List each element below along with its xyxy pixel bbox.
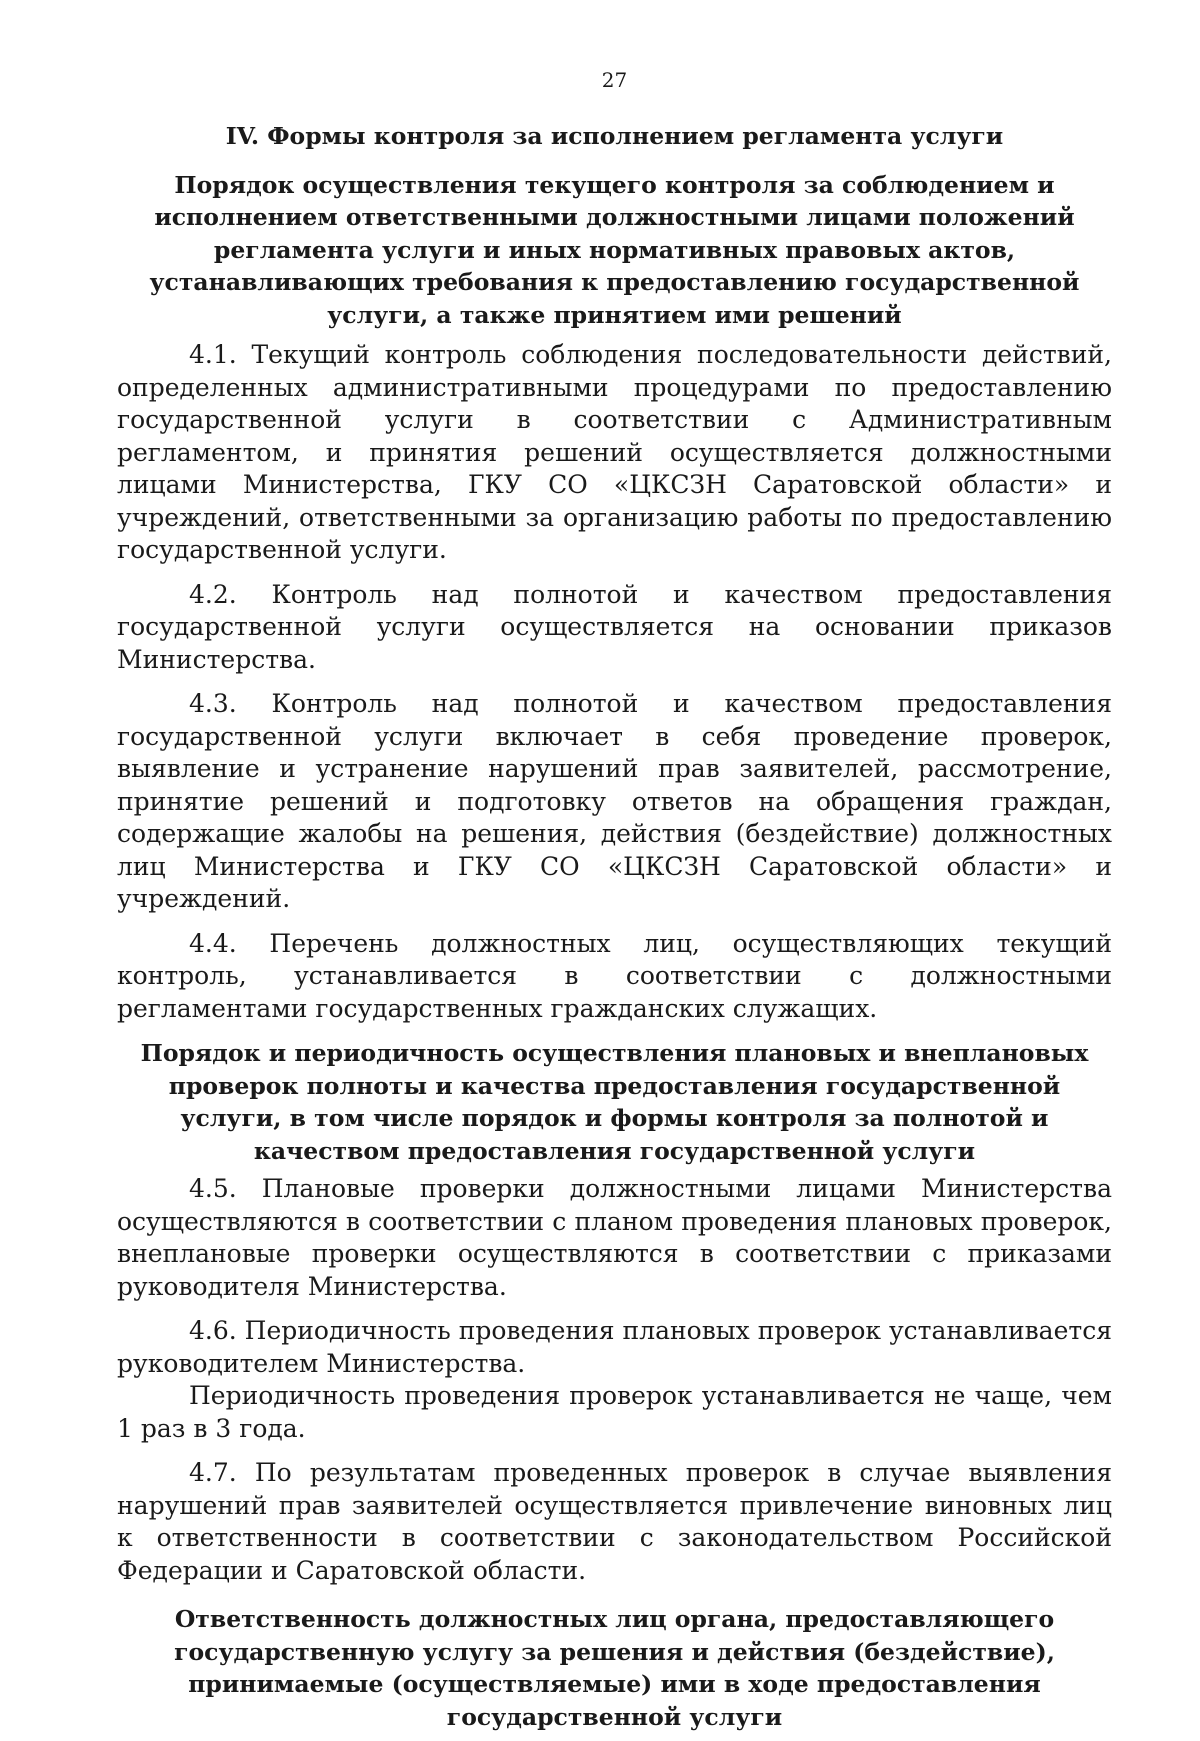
- paragraph-4-4: 4.4. Перечень должностных лиц, осуществляющих текущий контроль, устанавливается в соответствии с должностными регламентами государственных гражданских служащих.: [117, 928, 1112, 1023]
- paragraph-4-2: 4.2. Контроль над полнотой и качеством предоставления государственной услуги осуществляется на основании приказов Министерства.: [117, 579, 1112, 674]
- page-number: 27: [601, 68, 628, 92]
- paragraph-4-6: 4.6. Периодичность проведения плановых проверок устанавливается руководителем Министерства.: [117, 1316, 1112, 1378]
- paragraph-4-6-frequency: Периодичность проведения проверок устанавливается не чаще, чем 1 раз в 3 года.: [117, 1381, 1112, 1443]
- paragraph-4-7: 4.7. По результатам проведенных проверок в случае выявления нарушений прав заявителей осуществляется привлечение виновных лиц к ответственности в соответствии с законодательством Российской Федерации и Саратовской области.: [117, 1458, 1112, 1585]
- subheading-inspections: Порядок и периодичность осуществления плановых и внеплановых проверок полноты и качества предоставления государственной услуги, в том числе порядок и формы контроля за полнотой и качеством предоставления государственной услуги: [140, 1039, 1089, 1165]
- document-page: [117, 66, 1112, 1741]
- subheading-responsibility: Ответственность должностных лиц органа, предоставляющего государственную услугу за решения и действия (бездействие), принимаемые (осуществляемые) ими в ходе предоставления государственной услуги: [174, 1605, 1055, 1731]
- paragraph-4-3: 4.3. Контроль над полнотой и качеством предоставления государственной услуги включает в себя проведение проверок, выявление и устранение нарушений прав заявителей, рассмотрение, принятие решений и подготовку ответов на обращения граждан, содержащие жалобы на решения, действия (бездействие) должностных лиц Министерства и ГКУ СО «ЦКСЗН Саратовской области» и учреждений.: [117, 689, 1112, 913]
- subheading-current-control: Порядок осуществления текущего контроля за соблюдением и исполнением ответственными должностными лицами положений регламента услуги и иных нормативных правовых актов, устанавливающих требования к предоставлению государственной услуги, а также принятием ими решений: [149, 170, 1080, 329]
- paragraph-4-5: 4.5. Плановые проверки должностными лицами Министерства осуществляются в соответствии с планом проведения плановых проверок, внеплановые проверки осуществляются в соответствии с приказами руководителя Министерства.: [117, 1174, 1112, 1301]
- paragraph-4-1: 4.1. Текущий контроль соблюдения последовательности действий, определенных административными процедурами по предоставлению государственной услуги в соответствии с Административным регламентом, и принятия решений осуществляется должностными лицами Министерства, ГКУ СО «ЦКСЗН Саратовской области» и учреждений, ответственными за организацию работы по предоставлению государственной услуги.: [117, 340, 1112, 564]
- section-title: IV. Формы контроля за исполнением регламента услуги: [225, 122, 1004, 150]
